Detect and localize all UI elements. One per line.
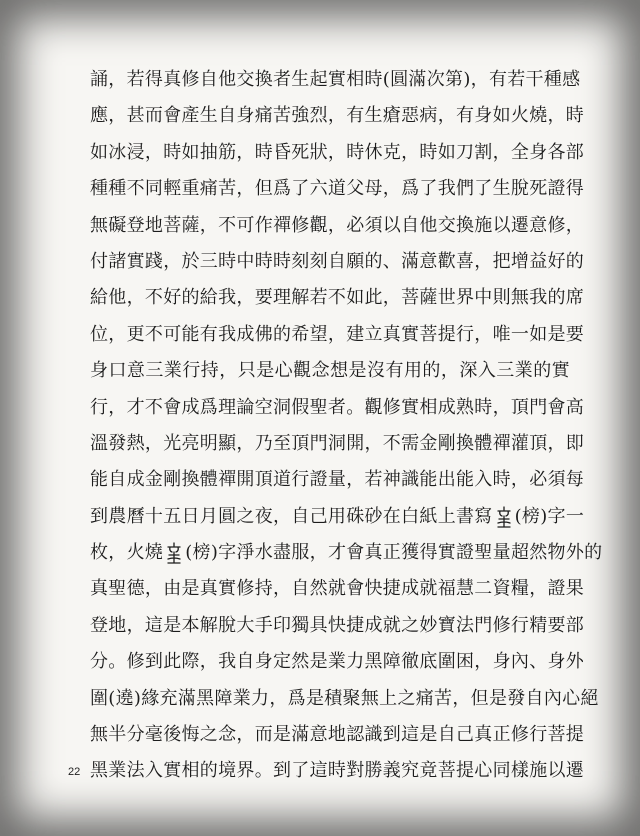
text-line-20: 黑業法入實相的境界。到了這時對勝義究竟菩提心同樣施以遷 — [90, 760, 585, 782]
text-line-11: 溫發熱，光亮明顯，乃至頂門洞開，不需金剛換體禪灌頂，即 — [90, 432, 585, 454]
text-line-19: 無半分毫後悔之念，而是滿意地認識到這是自己真正修行菩提 — [90, 724, 585, 746]
text-line-10: 行，才不會成爲理論空洞假聖者。觀修實相成熟時，頂門會高 — [90, 396, 585, 418]
text-line-6: 付諸實踐，於三時中時時刻刻自願的、滿意歡喜，把增益好的 — [90, 250, 585, 272]
special-character-glyph-icon — [164, 541, 184, 565]
text-line-1: 誦，若得真修自他交換者生起實相時(圓滿次第)，有若干種感 — [90, 69, 581, 90]
text-line-3: 如冰浸，時如抽筋，時昏死狀，時休克，時如刀割，全身各部 — [90, 141, 585, 163]
text-line-15: 真聖德，由是真實修持，自然就會快捷成就福慧二資糧，證果 — [90, 578, 585, 600]
text-line-13-after: (榜)字一 — [514, 505, 585, 527]
text-line-16: 登地，這是本解脫大手印獨具快捷成就之妙寶法門修行精要部 — [90, 614, 585, 636]
text-line-14-after: (榜)字淨水盡服，才會真正獲得實證聖量超然物外的 — [185, 542, 603, 564]
text-line-9: 身口意三業行持，只是心觀念想是沒有用的，深入三業的實 — [90, 360, 570, 382]
text-line-13 — [90, 499, 585, 535]
text-line-12: 能自成金剛換體禪開頂道行證量，若神識能出能入時，必須每 — [90, 469, 585, 491]
body-text — [90, 62, 603, 790]
special-character-glyph-icon — [494, 505, 514, 529]
page-number: 22 — [68, 766, 81, 778]
text-line-2: 應，甚而會產生自身痛苦強烈，有生瘡惡病，有身如火燒，時 — [90, 105, 585, 127]
text-line-7: 給他，不好的給我，要理解若不如此，菩薩世界中則無我的席 — [90, 287, 585, 309]
text-line-8: 位，更不可能有我成佛的希望，建立真實菩提行，唯一如是要 — [90, 323, 585, 345]
text-line-14 — [90, 535, 603, 571]
text-line-18: 圍(遶)緣充滿黑障業力，爲是積聚無上之痛苦，但是發自內心絕 — [90, 687, 599, 709]
text-line-14-before: 枚，火燒 — [90, 542, 164, 564]
text-line-5: 無礙登地菩薩，不可作禪修觀，必須以自他交換施以遷意修， — [90, 214, 585, 236]
text-line-4: 種種不同輕重痛苦，但爲了六道父母，爲了我們了生脫死證得 — [90, 178, 585, 200]
text-line-17: 分。修到此際，我自身定然是業力黑障徹底圍困，身內、身外 — [90, 651, 585, 673]
text-line-13-before: 到農曆十五日月圓之夜，自己用硃砂在白紙上書寫 — [90, 505, 493, 527]
